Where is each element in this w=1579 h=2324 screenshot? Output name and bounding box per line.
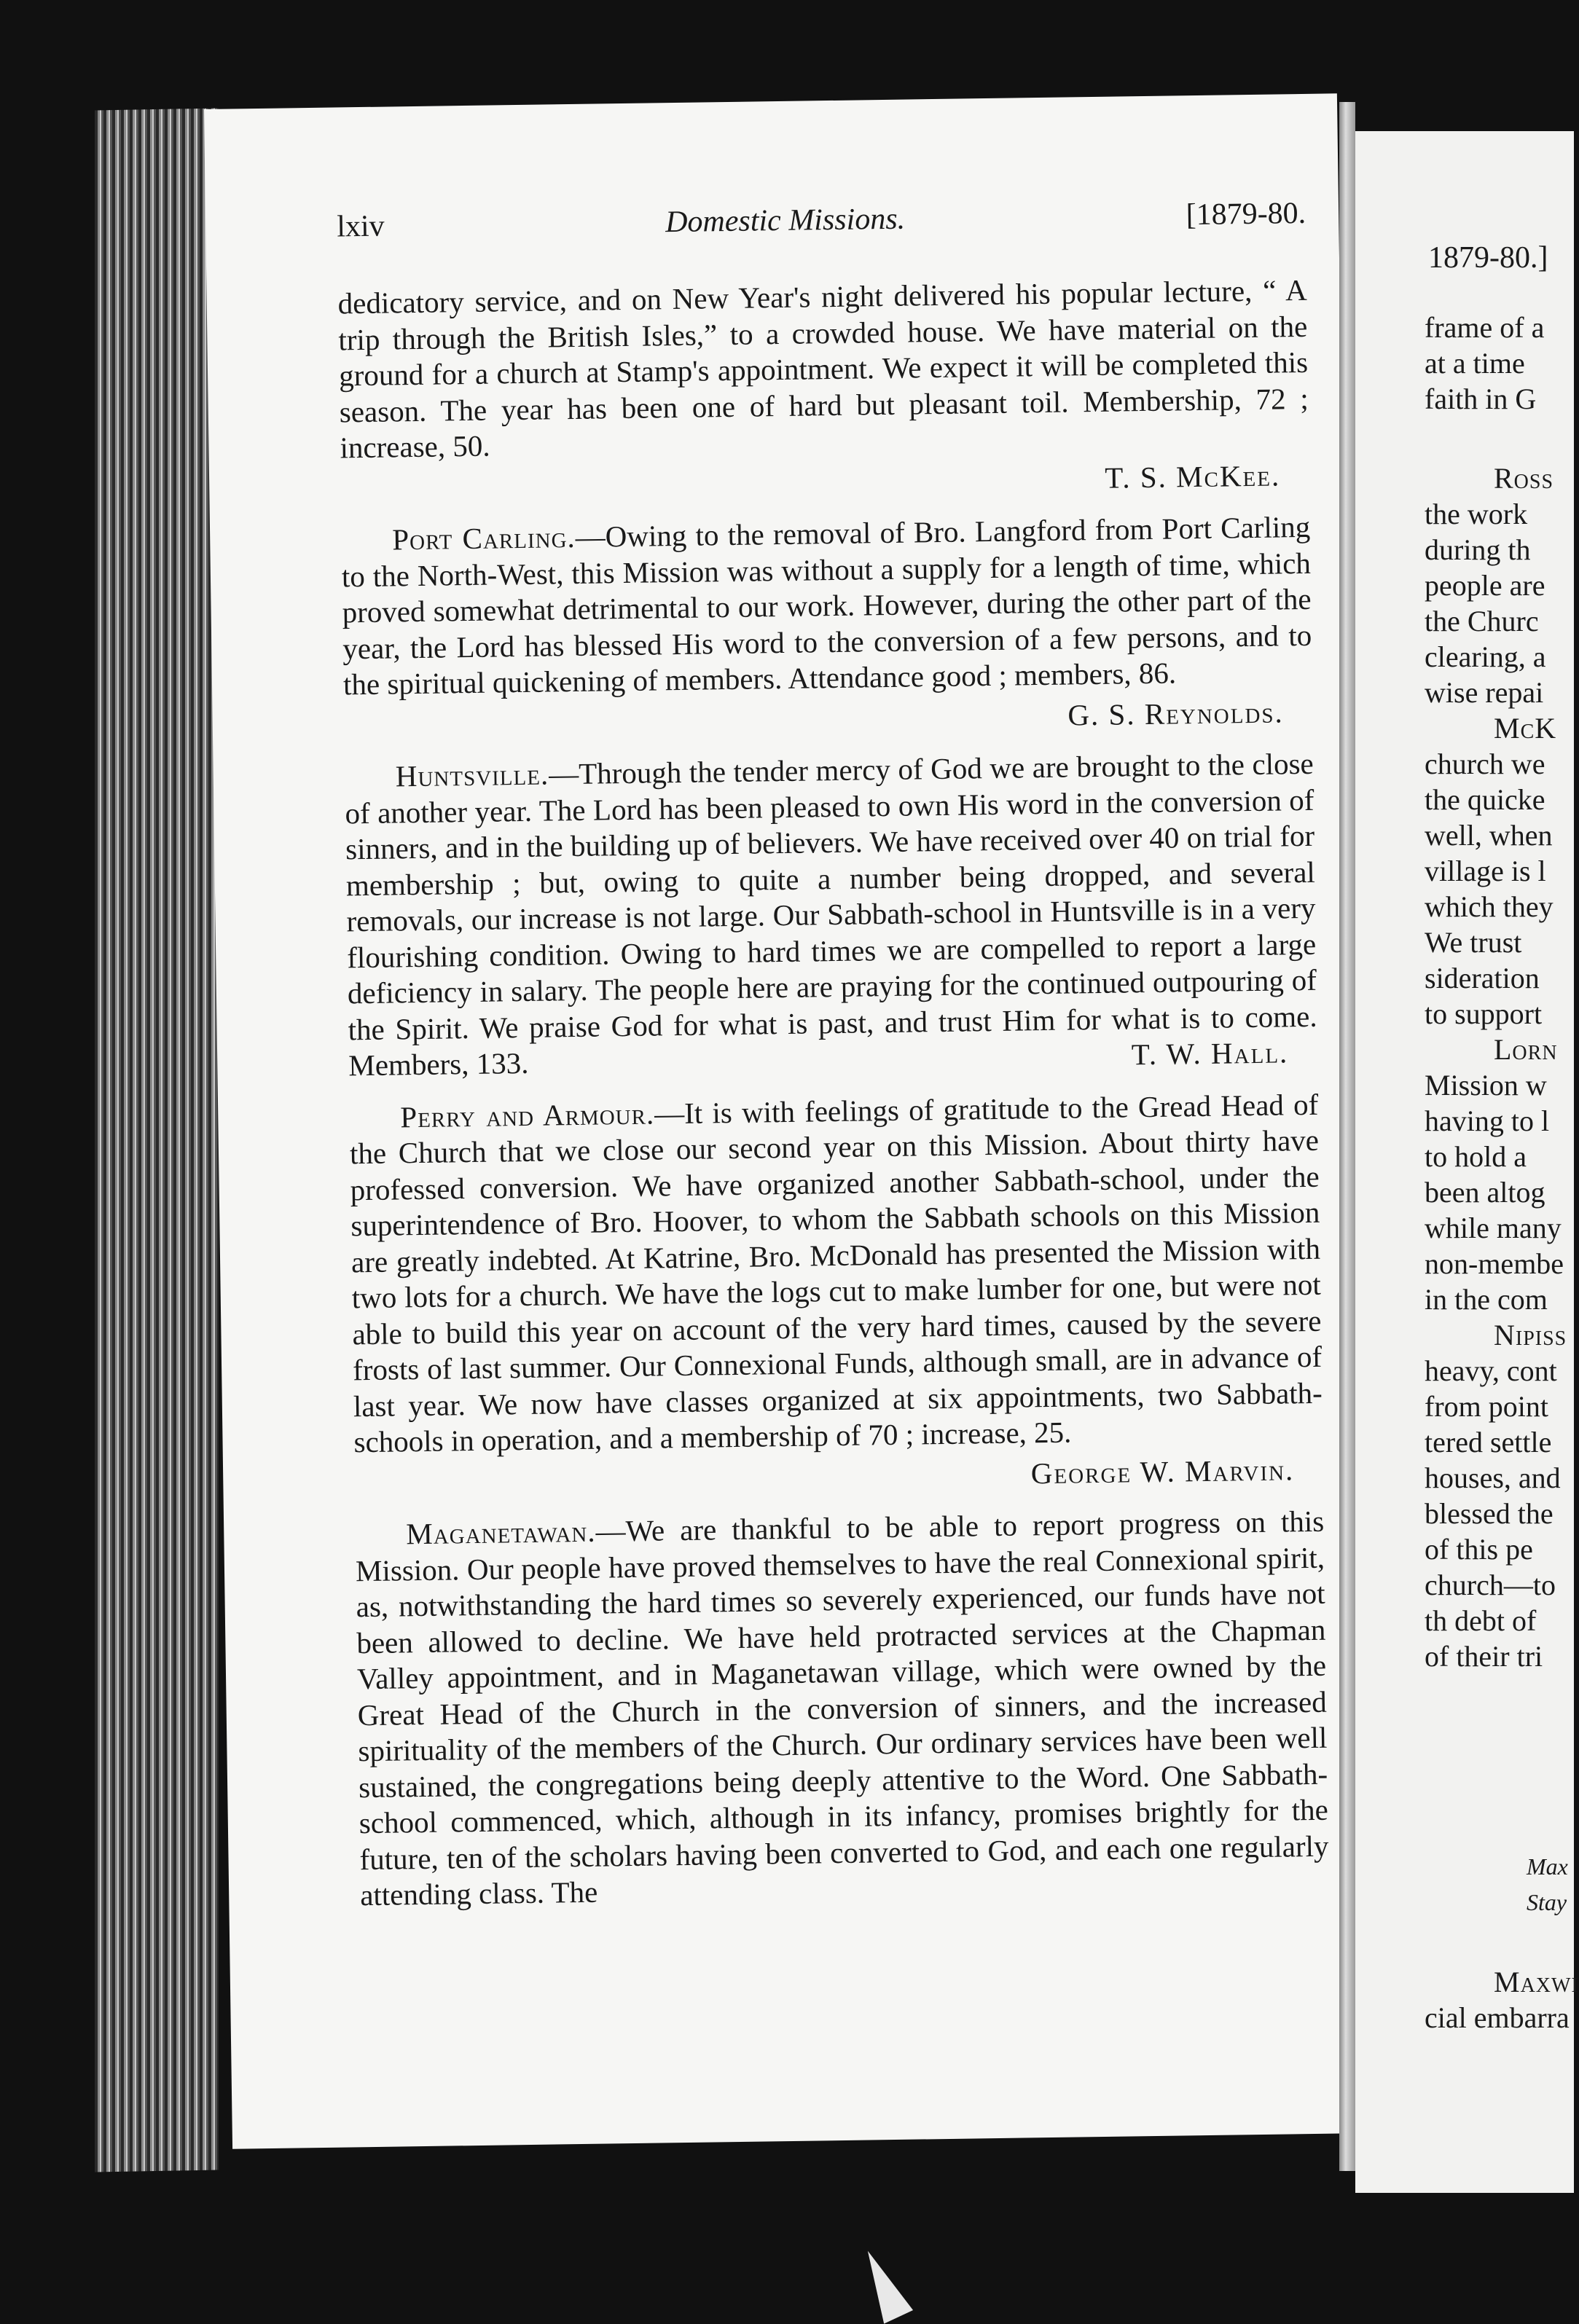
mission-heading: Huntsville. xyxy=(395,757,549,793)
right-page-line: faith in G xyxy=(1425,382,1537,415)
right-page-line: frame of a xyxy=(1425,311,1545,344)
right-page-line: of their tri xyxy=(1425,1640,1543,1673)
mission-heading: Maganetawan. xyxy=(406,1514,596,1551)
header-year: [1879-80. xyxy=(1186,196,1306,232)
right-page-line: the Churc xyxy=(1425,605,1539,637)
right-page-line xyxy=(1425,1718,1579,1762)
right-page-line: tered settle xyxy=(1425,1426,1552,1459)
right-page-line: from point xyxy=(1425,1390,1548,1423)
right-page-text xyxy=(1425,310,1579,2036)
right-page-line xyxy=(1425,1674,1579,1718)
report-text: —Owing to the removal of Bro. Langford from Port Carling to the North-West, this Mission was without a supply for a length of time, which proved somewhat detrimental to our work. However, during the other part of the year, the Lord has blessed His word to the conversion of a few persons, and to the spiritual quickening of members. Attendance good ; members, 86. xyxy=(341,509,1312,702)
report-paragraph xyxy=(355,1504,1329,1914)
book-page-edges xyxy=(95,109,219,2172)
right-page-line: clearing, a xyxy=(1425,640,1546,673)
left-page xyxy=(204,93,1366,2148)
report-paragraph xyxy=(344,746,1317,1084)
right-page-line: Maxwi xyxy=(1494,1966,1579,1998)
report-signature: George W. Marvin. xyxy=(1030,1452,1295,1490)
right-page-line: at a time xyxy=(1425,347,1525,380)
right-page-line: church we xyxy=(1425,747,1545,780)
report-paragraph xyxy=(337,272,1309,466)
right-page-line: village is l xyxy=(1425,855,1546,887)
right-page-line: Nipiss xyxy=(1494,1319,1567,1351)
report-text: —Through the tender mercy of God we are brought to the close of another year. The Lord has been pleased to own His word in the conversion of sinners, and in the building up of believers. We have received over 40 on trial for membership ; but, owing to quite a number being dropped, and several removals, our increase is not large. Our Sabbath-school in Huntsville is in a very flourishing condition. Owing to hard times we are compelled to report a large deficiency in salary. The people here are praying for the continued outpouring of the Spirit. We praise God for what is past, and trust Him for what is to come. Members, 133. xyxy=(345,746,1317,1083)
right-page-line: during th xyxy=(1425,533,1531,566)
right-page-line: blessed the xyxy=(1425,1497,1553,1530)
report-signature: T. S. McKee. xyxy=(1104,458,1281,495)
right-page-line: of this pe xyxy=(1425,1533,1533,1566)
report-text: —It is with feelings of gratitude to the Gread Head of the Church that we close our second year on this Mission. About thirty have professed conversion. We have organized another Sabbath-school, under the superintendence of Bro. Hoover, to whom the Sabbath schools on this Mission are greatly indebted. At Katrine, Bro. McDonald has presented the Mission with two lots for a church. We have the logs cut to make lumber for one, but were not able to build this year on account of the very hard times, caused by the severe frosts of last summer. Our Connexional Funds, although small, are in advance of last year. We now have classes organized at six appointments, two Sabbath-schools in operation, and a membership of 70 ; increase, 25. xyxy=(349,1087,1323,1459)
right-page-line: been altog xyxy=(1425,1176,1545,1209)
right-page-line: Lorn xyxy=(1494,1033,1558,1066)
right-page-line: in the com xyxy=(1425,1283,1548,1316)
right-page-line: the quicke xyxy=(1425,783,1545,816)
mission-heading: Perry and Armour. xyxy=(400,1096,655,1134)
right-page-line xyxy=(1425,1805,1579,1849)
right-page-line: Max xyxy=(1527,1853,1568,1880)
right-page-line: We trust xyxy=(1425,926,1522,959)
right-page-line: Ross xyxy=(1494,462,1554,495)
right-page-line: cial embarra xyxy=(1425,2001,1570,2034)
right-page-line: church—to xyxy=(1425,1569,1556,1601)
right-page-line: well, when xyxy=(1425,819,1553,852)
report-signature: G. S. Reynolds. xyxy=(1067,694,1285,732)
right-page xyxy=(1355,131,1579,2193)
right-page-line: to hold a xyxy=(1425,1140,1527,1173)
report-text: dedicatory service, and on New Year's night delivered his popular lecture, “ A trip through the British Isles,” to a crowded house. We have material on the ground for a church at Stamp's appointment. We expect it will be completed this season. The year has been one of hard but pleasant toil. Membership, 72 ; increase, 50. xyxy=(337,272,1309,465)
right-page-line: non-membe xyxy=(1425,1247,1564,1280)
mission-heading: Port Carling. xyxy=(391,519,576,557)
pointer-shape xyxy=(853,2244,913,2323)
right-page-line: McK xyxy=(1494,712,1557,745)
right-page-line: to support xyxy=(1425,997,1543,1030)
report-text: —We are thankful to be able to report progress on this Mission. Our people have proved themselves to have the real Connexional spirit, as, notwithstanding the hard times so severely experienced, our funds have not been allowed to decline. We have held protracted services at the Chapman Valley appointment, and in Maganetawan village, which were owned by the Great Head of the Church in the conversion of sinners, and the increased spirituality of the members of the Church. Our ordinary services have been well sustained, the congregations being deeply attentive to the Word. One Sabbath-school commenced, which, although in its infancy, promises brightly for the future, ten of the scholars having been converted to God, and each one regularly attending class. The xyxy=(355,1504,1329,1912)
right-page-line xyxy=(1425,1920,1579,1964)
right-page-line: Mission w xyxy=(1425,1069,1547,1102)
running-title: Domestic Missions. xyxy=(665,202,906,240)
right-page-line: Stay xyxy=(1527,1889,1567,1915)
right-page-line xyxy=(1425,417,1579,460)
right-page-line xyxy=(1425,1762,1579,1805)
report-paragraph xyxy=(341,509,1312,703)
right-page-header: 1879-80.] xyxy=(1428,241,1548,275)
page-body xyxy=(337,272,1329,1923)
page-number: lxiv xyxy=(336,209,385,244)
right-page-line: while many xyxy=(1425,1212,1562,1244)
right-page-line: which they xyxy=(1425,890,1553,923)
right-page-line: sideration xyxy=(1425,962,1540,994)
report-paragraph xyxy=(349,1086,1323,1461)
right-page-line: the work xyxy=(1425,498,1528,530)
right-page-line: people are xyxy=(1425,569,1545,602)
page-header xyxy=(337,196,1306,245)
right-page-line: th debt of xyxy=(1425,1604,1537,1637)
right-page-line: having to l xyxy=(1425,1104,1550,1137)
right-page-line: heavy, cont xyxy=(1425,1354,1557,1387)
report-signature: T. W. Hall. xyxy=(1131,1035,1289,1072)
book-gutter xyxy=(1339,102,1355,2171)
right-page-line: wise repai xyxy=(1425,676,1544,709)
right-page-line: houses, and xyxy=(1425,1461,1561,1494)
